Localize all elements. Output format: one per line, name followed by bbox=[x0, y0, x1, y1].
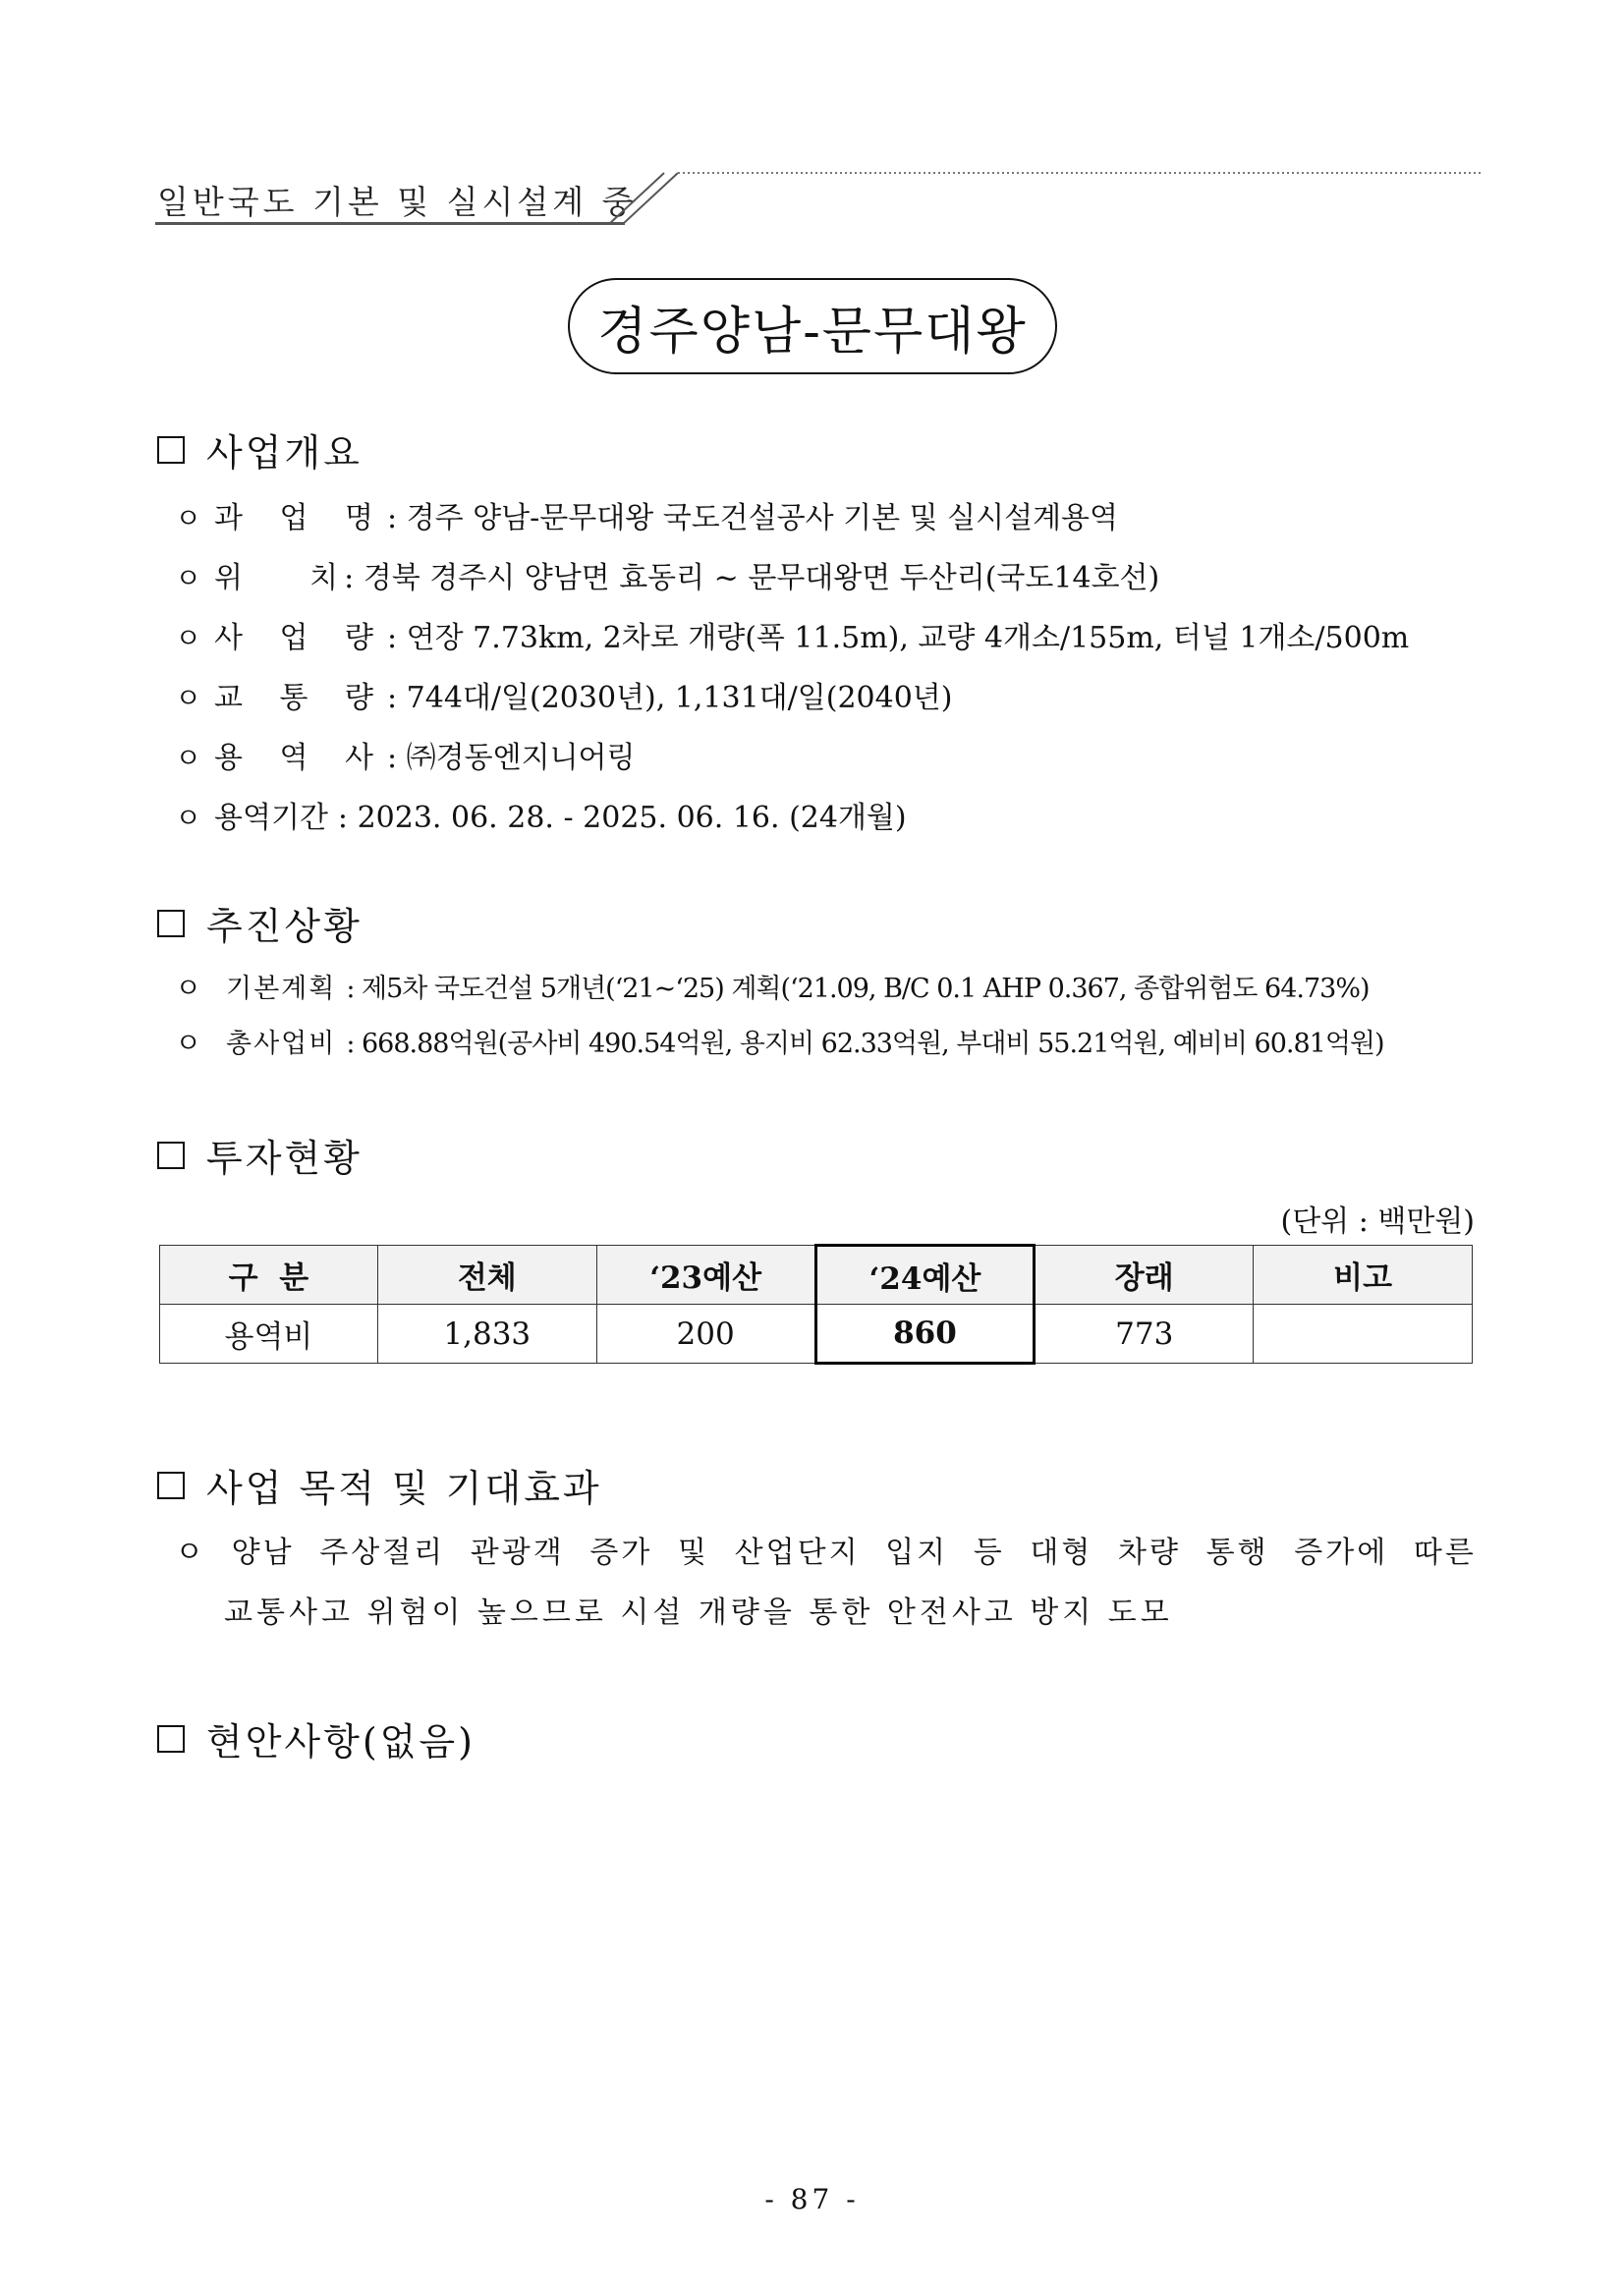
cell-total: 1,833 bbox=[377, 1305, 596, 1364]
section-heading-investment bbox=[157, 1128, 363, 1182]
purpose-line-1 bbox=[175, 1523, 1477, 1583]
section-heading-issues bbox=[157, 1711, 476, 1765]
section-heading-progress bbox=[157, 896, 363, 950]
item-label: 기본계획 bbox=[226, 974, 337, 1004]
purpose-word: 따른 bbox=[1413, 1536, 1477, 1570]
cell-budget-24: 860 bbox=[815, 1305, 1035, 1364]
item-label: 교 통 량 bbox=[214, 681, 388, 715]
section-heading-label: 사업개요 bbox=[206, 431, 363, 475]
checkbox-square-icon bbox=[157, 1472, 185, 1499]
cell-budget-23: 200 bbox=[596, 1305, 815, 1364]
section-heading-label: 사업 목적 및 기대효과 bbox=[206, 1467, 602, 1510]
table-unit-note: (단위 : 백만원) bbox=[1280, 1204, 1475, 1239]
bullet-circle-icon: ㅇ bbox=[175, 1536, 206, 1570]
bullet-circle-icon: ㅇ bbox=[175, 1027, 201, 1059]
overview-item bbox=[175, 493, 1118, 536]
section-heading-label: 투자현황 bbox=[206, 1137, 363, 1180]
item-value: : 연장 7.73km, 2차로 개량(폭 11.5m), 교량 4개소/155m, 터널 1개소/500m bbox=[387, 621, 1410, 655]
item-label: 총사업비 bbox=[226, 1029, 337, 1059]
item-value: : 2023. 06. 28. - 2025. 06. 16. (24개월) bbox=[337, 801, 907, 835]
purpose-word: 및 bbox=[678, 1536, 709, 1570]
item-value: : ㈜경동엔지니어링 bbox=[387, 741, 636, 775]
overview-item bbox=[175, 673, 952, 716]
bullet-circle-icon: ㅇ bbox=[175, 802, 202, 834]
item-value: : 경주 양남-문무대왕 국도건설공사 기본 및 실시설계용역 bbox=[387, 501, 1119, 535]
bullet-circle-icon: ㅇ bbox=[175, 562, 202, 594]
overview-item bbox=[175, 793, 907, 836]
checkbox-square-icon bbox=[157, 1725, 185, 1753]
checkbox-square-icon bbox=[157, 1142, 185, 1169]
overview-item bbox=[175, 733, 636, 776]
document-category-label: 일반국도 기본 및 실시설계 중 bbox=[157, 183, 638, 221]
item-value: : 경북 경주시 양남면 효동리 ~ 문무대왕면 두산리(국도14호선) bbox=[344, 561, 1160, 595]
purpose-paragraph bbox=[175, 1523, 1477, 1643]
section-heading-purpose bbox=[157, 1458, 602, 1512]
item-label: 과 업 명 bbox=[214, 501, 388, 535]
purpose-line-2: 교통사고 위험이 높으므로 시설 개량을 통한 안전사고 방지 도모 bbox=[224, 1596, 1173, 1630]
purpose-word: 관광객 bbox=[470, 1536, 565, 1570]
bullet-circle-icon: ㅇ bbox=[175, 502, 202, 534]
column-header-future: 장래 bbox=[1035, 1246, 1254, 1305]
item-value: : 744대/일(2030년), 1,131대/일(2040년) bbox=[387, 681, 953, 715]
cell-remarks bbox=[1254, 1305, 1473, 1364]
checkbox-square-icon bbox=[157, 910, 185, 937]
purpose-word: 주상절리 bbox=[319, 1536, 446, 1570]
purpose-word: 등 bbox=[973, 1536, 1005, 1570]
section-heading-label: 추진상황 bbox=[206, 905, 363, 948]
section-heading-overview bbox=[157, 422, 363, 476]
section-heading-label: 현안사항(없음) bbox=[206, 1720, 476, 1764]
table-row bbox=[160, 1305, 1473, 1364]
page-title: 경주양남-문무대왕 bbox=[568, 278, 1057, 374]
purpose-word: 증가 bbox=[589, 1536, 653, 1570]
bullet-circle-icon: ㅇ bbox=[175, 972, 201, 1004]
purpose-word: 대형 bbox=[1030, 1536, 1093, 1570]
purpose-word: 증가에 bbox=[1294, 1536, 1389, 1570]
header-underline bbox=[155, 222, 625, 225]
page-number: - 87 - bbox=[764, 2183, 860, 2215]
column-header-category: 구 분 bbox=[160, 1246, 378, 1305]
item-label: 위 치 bbox=[214, 561, 345, 595]
purpose-word: 양남 bbox=[231, 1536, 295, 1570]
purpose-word: 입지 bbox=[885, 1536, 949, 1570]
column-header-budget-24: ‘24예산 bbox=[815, 1246, 1035, 1305]
bullet-circle-icon: ㅇ bbox=[175, 682, 202, 714]
overview-item bbox=[175, 613, 1409, 656]
column-header-total: 전체 bbox=[377, 1246, 596, 1305]
progress-item bbox=[175, 1022, 1384, 1061]
investment-table bbox=[159, 1244, 1473, 1365]
column-header-budget-23: ‘23예산 bbox=[596, 1246, 815, 1305]
item-label: 용역기간 bbox=[214, 801, 328, 835]
cell-future: 773 bbox=[1035, 1305, 1254, 1364]
item-value: : 668.88억원(공사비 490.54억원, 용지비 62.33억원, 부대비 55.21억원, 예비비 60.81억원) bbox=[346, 1029, 1384, 1059]
bullet-circle-icon: ㅇ bbox=[175, 742, 202, 774]
overview-item bbox=[175, 553, 1159, 596]
progress-item bbox=[175, 967, 1370, 1006]
cell-category: 용역비 bbox=[160, 1305, 378, 1364]
item-value: : 제5차 국도건설 5개년(‘21~‘25) 계획(‘21.09, B/C 0.1 AHP 0.367, 종합위험도 64.73%) bbox=[346, 974, 1370, 1004]
item-label: 용 역 사 bbox=[214, 741, 388, 775]
column-header-remarks: 비고 bbox=[1254, 1246, 1473, 1305]
table-header-row bbox=[160, 1246, 1473, 1305]
header-divider-decoration bbox=[609, 167, 1484, 228]
purpose-word: 산업단지 bbox=[734, 1536, 861, 1570]
item-label: 사 업 량 bbox=[214, 621, 388, 655]
purpose-word: 통행 bbox=[1205, 1536, 1269, 1570]
purpose-word: 차량 bbox=[1118, 1536, 1181, 1570]
bullet-circle-icon: ㅇ bbox=[175, 622, 202, 654]
checkbox-square-icon bbox=[157, 436, 185, 464]
